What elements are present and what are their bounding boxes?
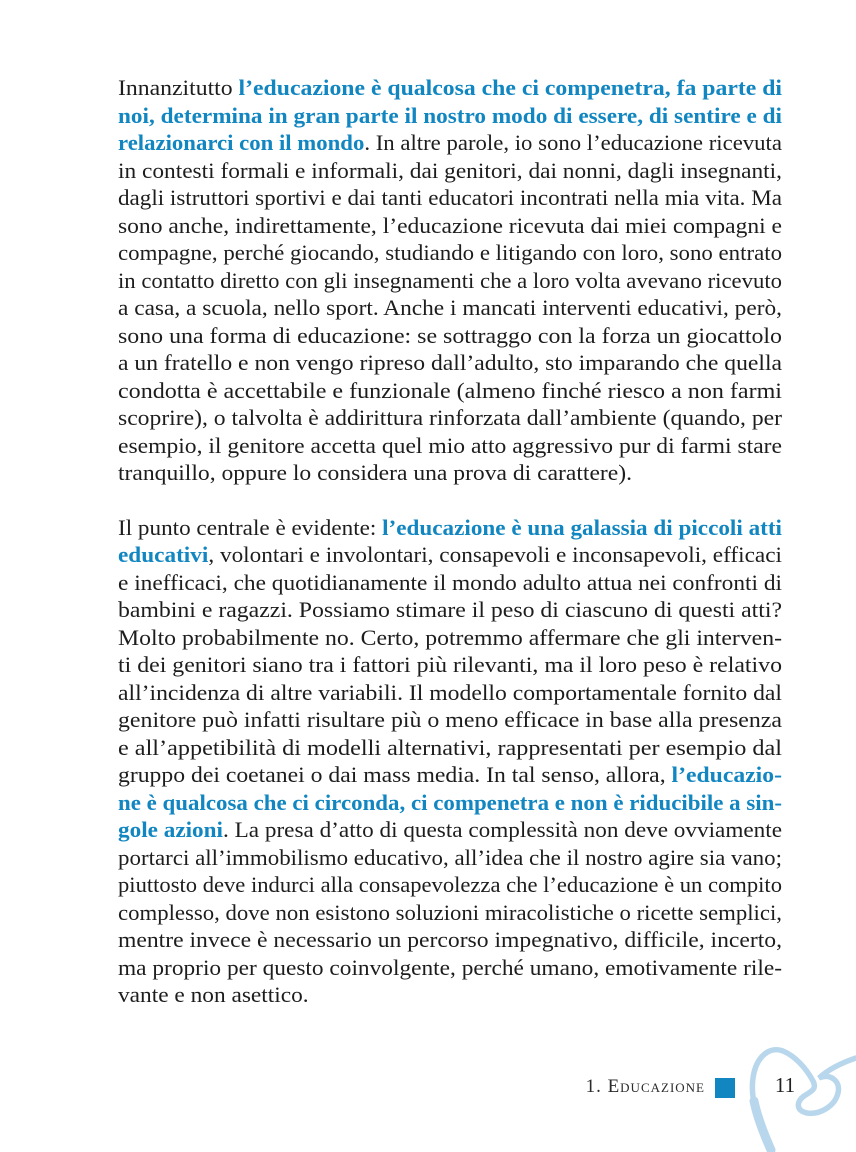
plain-text: esempio, il genitore accetta quel mio atto aggressivo pur di farmi stare xyxy=(118,432,782,458)
plain-text: Innanzitutto xyxy=(118,75,239,100)
text-line xyxy=(118,789,782,817)
text-line xyxy=(118,74,782,102)
text-line xyxy=(118,679,782,707)
plain-text: in contatto diretto con gli insegnamenti che a loro volta avevano ricevuto xyxy=(118,267,782,293)
accent-text: l’educazio- xyxy=(671,762,782,787)
plain-text: sono una forma di educazione: se sottraggo con la forza un giocattolo xyxy=(118,322,782,348)
plain-text: compagne, perché giocando, studiando e litigando con loro, sono entrato xyxy=(118,240,782,265)
text-line xyxy=(118,349,782,377)
text-line xyxy=(118,624,782,652)
text-line xyxy=(118,734,782,762)
text-line xyxy=(118,459,782,487)
plain-text: all’incidenza di altre variabili. Il modello comportamentale fornito dal xyxy=(118,679,782,705)
plain-text: piuttosto deve indurci alla consapevolezza che l’educazione è un compito xyxy=(118,872,782,897)
plain-text: gruppo dei coetanei o dai mass media. In tal senso, allora, xyxy=(118,762,672,787)
plain-text: ti dei genitori siano tra i fattori più rilevanti, ma il loro peso è relativo xyxy=(118,652,782,677)
text-line xyxy=(118,294,782,322)
chapter-label: 1. Educazione xyxy=(585,1076,705,1097)
accent-text: noi, determina in gran parte il nostro modo di essere, di sentire e di xyxy=(118,102,782,128)
paragraph xyxy=(118,514,782,1009)
text-line xyxy=(118,706,782,734)
text-line xyxy=(118,212,782,240)
accent-text: relazionarci con il mondo xyxy=(118,130,365,155)
plain-text: Molto probabilmente no. Certo, potremmo affermare che gli interven- xyxy=(118,624,782,650)
text-line xyxy=(118,322,782,350)
plain-text: in contesti formali e informali, dai genitori, dai nonni, dagli insegnanti, xyxy=(118,157,782,183)
text-line xyxy=(118,596,782,624)
text-line xyxy=(118,844,782,872)
plain-text: mentre invece è necessario un percorso impegnativo, difficile, incerto, xyxy=(118,927,782,952)
ribbon-decoration-icon xyxy=(700,1030,856,1152)
text-line xyxy=(118,981,782,1009)
text-line xyxy=(118,761,782,789)
text-line xyxy=(118,184,782,212)
plain-text: complesso, dove non esistono soluzioni miracolistiche o ricette semplici, xyxy=(118,899,782,925)
text-line xyxy=(118,899,782,927)
text-line xyxy=(118,404,782,432)
text-line xyxy=(118,267,782,295)
plain-text: scoprire), o talvolta è addirittura rinforzata dall’ambiente (quando, per xyxy=(118,405,782,430)
text-line xyxy=(118,871,782,899)
plain-text: Il punto centrale è evidente: xyxy=(118,514,383,540)
plain-text: a casa, a scuola, nello sport. Anche i mancati interventi educativi, però, xyxy=(118,295,783,320)
text-line xyxy=(118,129,782,157)
text-line xyxy=(118,954,782,982)
body-text xyxy=(118,74,782,1009)
plain-text: e all’appetibilità di modelli alternativi, rappresentati per esempio dal xyxy=(118,734,782,760)
plain-text: sono anche, indirettamente, l’educazione ricevuta dai miei compagni e xyxy=(118,212,782,238)
text-line xyxy=(118,541,782,569)
text-line xyxy=(118,514,782,542)
text-line xyxy=(118,651,782,679)
text-line xyxy=(118,239,782,267)
plain-text: condotta è accettabile e funzionale (almeno finché riesco a non farmi xyxy=(118,377,782,403)
plain-text: a un fratello e non vengo ripreso dall’adulto, sto imparando che quella xyxy=(118,350,782,375)
accent-text: educativi xyxy=(118,542,209,567)
plain-text: , volontari e involontari, consapevoli e inconsapevoli, efficaci xyxy=(208,542,782,567)
plain-text: . La presa d’atto di questa complessità non deve ovviamente xyxy=(223,817,782,842)
text-line xyxy=(118,816,782,844)
paragraph xyxy=(118,74,782,487)
text-line xyxy=(118,102,782,130)
text-line xyxy=(118,926,782,954)
page-number: 11 xyxy=(774,1073,796,1097)
accent-text: l’educazione è qualcosa che ci compenetra, fa parte di xyxy=(238,75,783,100)
plain-text: portarci all’immobilismo educativo, all’idea che il nostro agire sia vano; xyxy=(118,844,782,870)
text-line xyxy=(118,432,782,460)
text-line xyxy=(118,377,782,405)
accent-text: gole azioni xyxy=(118,817,224,842)
plain-text: genitore può infatti risultare più o meno efficace in base alla presenza xyxy=(118,707,782,732)
accent-text: l’educazione è una galassia di piccoli atti xyxy=(382,514,782,540)
accent-text: ne è qualcosa che ci circonda, ci compenetra e non è riducibile a sin- xyxy=(118,789,783,815)
text-line xyxy=(118,569,782,597)
plain-text: tranquillo, oppure lo considera una prova di carattere). xyxy=(118,460,633,485)
plain-text: bambini e ragazzi. Possiamo stimare il peso di ciascuno di questi atti? xyxy=(118,597,783,622)
text-line xyxy=(118,157,782,185)
plain-text: vante e non asettico. xyxy=(118,982,309,1007)
plain-text: . In altre parole, io sono l’educazione ricevuta xyxy=(364,130,782,155)
plain-text: dagli istruttori sportivi e dai tanti educatori incontrati nella mia vita. Ma xyxy=(118,185,782,210)
plain-text: e inefficaci, che quotidianamente il mondo adulto attua nei confronti di xyxy=(118,569,782,595)
plain-text: ma proprio per questo coinvolgente, perché umano, emotivamente rile- xyxy=(118,954,783,980)
